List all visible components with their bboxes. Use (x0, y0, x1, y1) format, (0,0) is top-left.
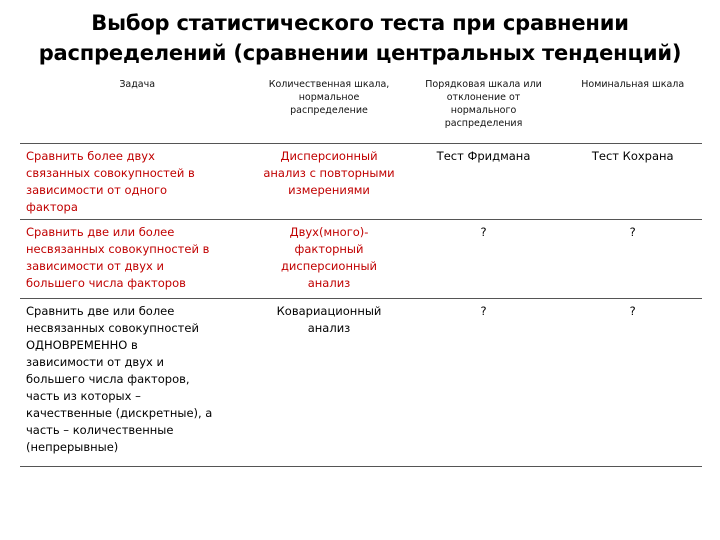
task-cell: Сравнить более двух связанных совокупностей в зависимости от одного фактора (20, 144, 254, 220)
title-line-1: Выбор статистического теста при сравнении (91, 11, 629, 35)
nominal-test-cell: ? (563, 220, 702, 299)
quantitative-test-cell: Ковариационный анализ (254, 299, 403, 467)
header-ordinal-scale: Порядковая шкала или отклонение от нормального распределения (404, 74, 564, 144)
header-quantitative-scale: Количественная шкала, нормальное распределение (254, 74, 403, 144)
ordinal-test-cell: ? (404, 299, 564, 467)
title-line-2: распределений (сравнении центральных тенденций) (38, 41, 682, 65)
table-row (20, 299, 702, 467)
task-cell: Сравнить две или более несвязанных совокупностей в зависимости от двух и большего числа факторов (20, 220, 254, 299)
test-selection-table (20, 74, 702, 467)
table-row (20, 144, 702, 220)
table-row (20, 220, 702, 299)
slide-title (0, 8, 720, 68)
nominal-test-cell: ? (563, 299, 702, 467)
table-header-row (20, 74, 702, 144)
header-nominal-scale: Номинальная шкала (563, 74, 702, 144)
ordinal-test-cell: ? (404, 220, 564, 299)
header-task: Задача (20, 74, 254, 144)
nominal-test-cell: Тест Кохрана (563, 144, 702, 220)
quantitative-test-cell: Двух(много)- факторный дисперсионный анализ (254, 220, 403, 299)
task-cell: Сравнить две или более несвязанных совокупностей ОДНОВРЕМЕННО в зависимости от двух и большего числа факторов, часть из которых – качественные (дискретные), а часть – количественные (непрерывные) (20, 299, 254, 467)
quantitative-test-cell: Дисперсионный анализ с повторными измерениями (254, 144, 403, 220)
ordinal-test-cell: Тест Фридмана (404, 144, 564, 220)
